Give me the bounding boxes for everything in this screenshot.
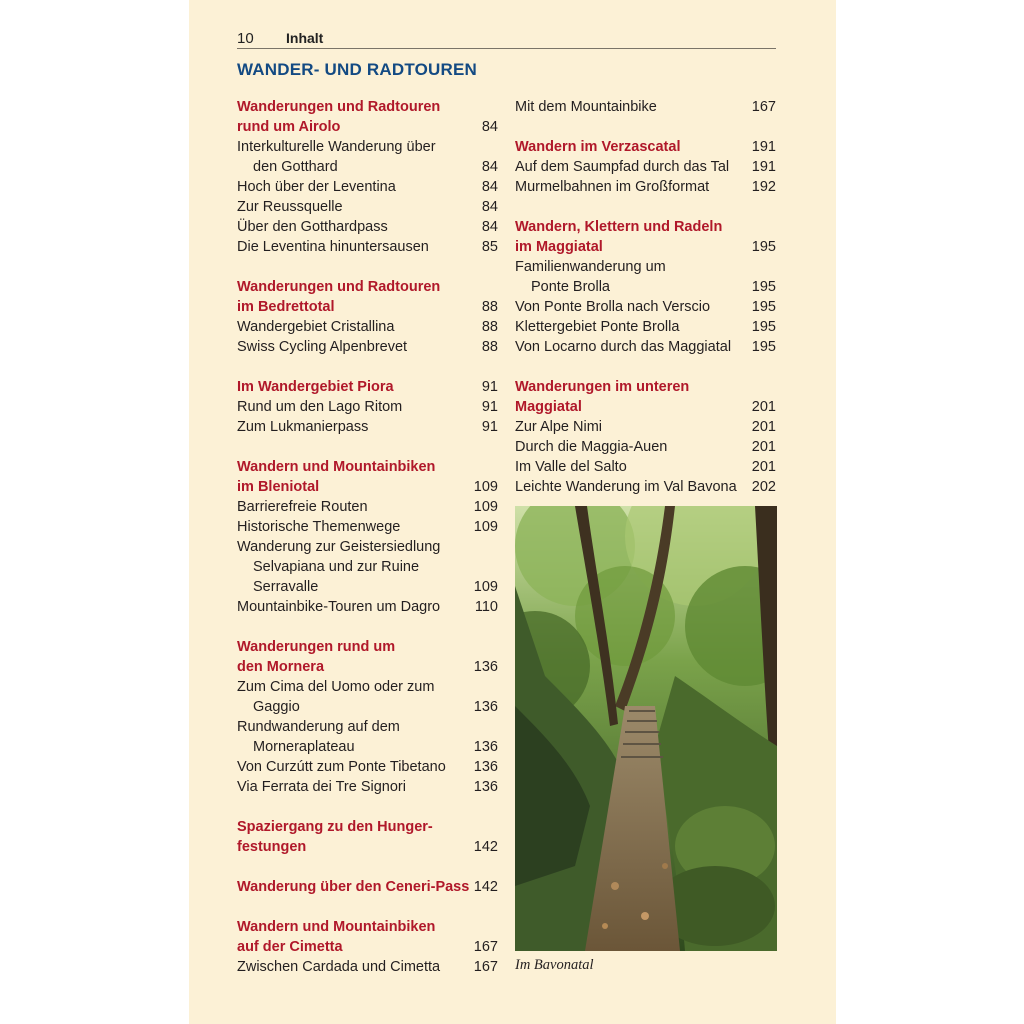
toc-page-number: 142: [473, 839, 498, 855]
toc-page-number: 201: [751, 399, 776, 415]
toc-entry-line: Murmelbahnen im Großformat: [515, 179, 710, 195]
toc-page-number: 109: [473, 579, 498, 595]
toc-page-number: 91: [481, 419, 498, 435]
toc-page-number: 142: [473, 879, 498, 895]
running-title: Inhalt: [286, 30, 324, 46]
toc-entry-line: den Gotthard: [253, 159, 338, 175]
toc-page-number: 91: [481, 379, 498, 395]
toc-page-number: 136: [473, 779, 498, 795]
section-title: WANDER- UND RADTOUREN: [237, 60, 477, 79]
toc-heading-line: im Bedrettotal: [237, 299, 335, 315]
toc-page-number: 109: [473, 499, 498, 515]
toc-page-number: 191: [751, 139, 776, 155]
toc-entry-line: Hoch über der Leventina: [237, 179, 396, 195]
toc-heading-line: Wanderungen rund um: [237, 639, 396, 655]
toc-page-number: 91: [481, 399, 498, 415]
toc-page-number: 195: [751, 319, 776, 335]
toc-entry-line: Serravalle: [253, 579, 319, 595]
toc-entry-line: Zur Reussquelle: [237, 199, 343, 215]
toc-page-number: 136: [473, 739, 498, 755]
toc-entry-line: Auf dem Saumpfad durch das Tal: [515, 159, 730, 175]
toc-heading-line: Im Wandergebiet Piora: [237, 379, 394, 395]
toc-entry-line: Die Leventina hinuntersausen: [237, 239, 429, 255]
toc-entry-line: Historische Themenwege: [237, 519, 401, 535]
toc-entry-line: Wandergebiet Cristallina: [237, 319, 395, 335]
toc-entry-line: Leichte Wanderung im Val Bavona: [515, 479, 737, 495]
photo-caption: Im Bavonatal: [515, 957, 594, 973]
toc-entry-line: Durch die Maggia-Auen: [515, 439, 668, 455]
toc-page-number: 84: [481, 159, 498, 175]
toc-page-number: 167: [751, 99, 776, 115]
toc-entry-line: Von Ponte Brolla nach Verscio: [515, 299, 711, 315]
toc-heading-line: den Mornera: [237, 659, 325, 675]
toc-heading-line: Wandern, Klettern und Radeln: [515, 219, 723, 235]
toc-page-number: 88: [481, 339, 498, 355]
toc-heading-line: Wandern und Mountainbiken: [237, 919, 436, 935]
toc-entry-line: Gaggio: [253, 699, 300, 715]
toc-heading-line: festungen: [237, 839, 307, 855]
toc-page-number: 136: [473, 659, 498, 675]
toc-entry-line: Rundwanderung auf dem: [237, 719, 400, 735]
toc-heading-line: Wanderungen im unteren: [515, 379, 690, 395]
toc-page-number: 201: [751, 419, 776, 435]
toc-page-number: 136: [473, 759, 498, 775]
toc-entry-line: Interkulturelle Wanderung über: [237, 139, 436, 155]
toc-heading-line: Wanderungen und Radtouren: [237, 279, 441, 295]
toc-page-number: 201: [751, 459, 776, 475]
toc-entry-line: Rund um den Lago Ritom: [237, 399, 403, 415]
toc-entry-line: Von Locarno durch das Maggiatal: [515, 339, 732, 355]
toc-page-number: 84: [481, 219, 498, 235]
toc-entry-line: Selvapiana und zur Ruine: [253, 559, 420, 575]
toc-page-number: 195: [751, 279, 776, 295]
toc-page-number: 191: [751, 159, 776, 175]
toc-heading-line: im Bleniotal: [237, 479, 320, 495]
toc-entry-line: Barrierefreie Routen: [237, 499, 368, 515]
toc-heading-line: Maggiatal: [515, 399, 582, 415]
toc-entry-line: Morneraplateau: [253, 739, 355, 755]
toc-page-number: 85: [481, 239, 498, 255]
toc-page-number: 201: [751, 439, 776, 455]
book-page: [189, 0, 836, 1024]
toc-page-number: 167: [473, 959, 498, 975]
toc-entry-line: Von Curzútt zum Ponte Tibetano: [237, 759, 446, 775]
toc-heading-line: Wanderung über den Ceneri-Pass: [237, 879, 470, 895]
toc-page-number: 109: [473, 519, 498, 535]
toc-page-number: 109: [473, 479, 498, 495]
toc-heading-line: Wandern im Verzascatal: [515, 139, 681, 155]
toc-entry-line: Mountainbike-Touren um Dagro: [237, 599, 441, 615]
toc-entry-line: Via Ferrata dei Tre Signori: [237, 779, 406, 795]
toc-entry-line: Im Valle del Salto: [515, 459, 627, 475]
forest-path-photo: [515, 506, 777, 951]
toc-page-number: 136: [473, 699, 498, 715]
toc-page-number: 195: [751, 299, 776, 315]
toc-page-number: 84: [481, 199, 498, 215]
toc-page-number: 84: [481, 119, 498, 135]
toc-page-number: 84: [481, 179, 498, 195]
toc-page-number: 88: [481, 299, 498, 315]
toc-heading-line: auf der Cimetta: [237, 939, 343, 955]
toc-entry-line: Zwischen Cardada und Cimetta: [237, 959, 441, 975]
toc-heading-line: im Maggiatal: [515, 239, 603, 255]
toc-heading-line: Wanderungen und Radtouren: [237, 99, 441, 115]
toc-entry-line: Zur Alpe Nimi: [515, 419, 603, 435]
toc-heading-line: rund um Airolo: [237, 119, 341, 135]
toc-entry-line: Wanderung zur Geistersiedlung: [237, 539, 441, 555]
page-number: 10: [237, 30, 254, 47]
running-header: [237, 30, 776, 49]
toc-page-number: 195: [751, 339, 776, 355]
toc-page-number: 167: [473, 939, 498, 955]
toc-entry-line: Über den Gotthardpass: [237, 219, 388, 235]
toc-entry-line: Familienwanderung um: [515, 259, 666, 275]
toc-page-number: 192: [751, 179, 776, 195]
toc-entry-line: Zum Lukmanierpass: [237, 419, 369, 435]
toc-heading-line: Wandern und Mountainbiken: [237, 459, 436, 475]
toc-page-number: 202: [751, 479, 776, 495]
toc-entry-line: Swiss Cycling Alpenbrevet: [237, 339, 408, 355]
toc-page-number: 195: [751, 239, 776, 255]
toc-page-number: 110: [474, 599, 498, 615]
toc-entry-line: Klettergebiet Ponte Brolla: [515, 319, 680, 335]
toc-page-number: 88: [481, 319, 498, 335]
toc-entry-line: Mit dem Mountainbike: [515, 99, 657, 115]
toc-heading-line: Spaziergang zu den Hunger-: [237, 819, 433, 835]
toc-entry-line: Zum Cima del Uomo oder zum: [237, 679, 435, 695]
toc-entry-line: Ponte Brolla: [531, 279, 610, 295]
